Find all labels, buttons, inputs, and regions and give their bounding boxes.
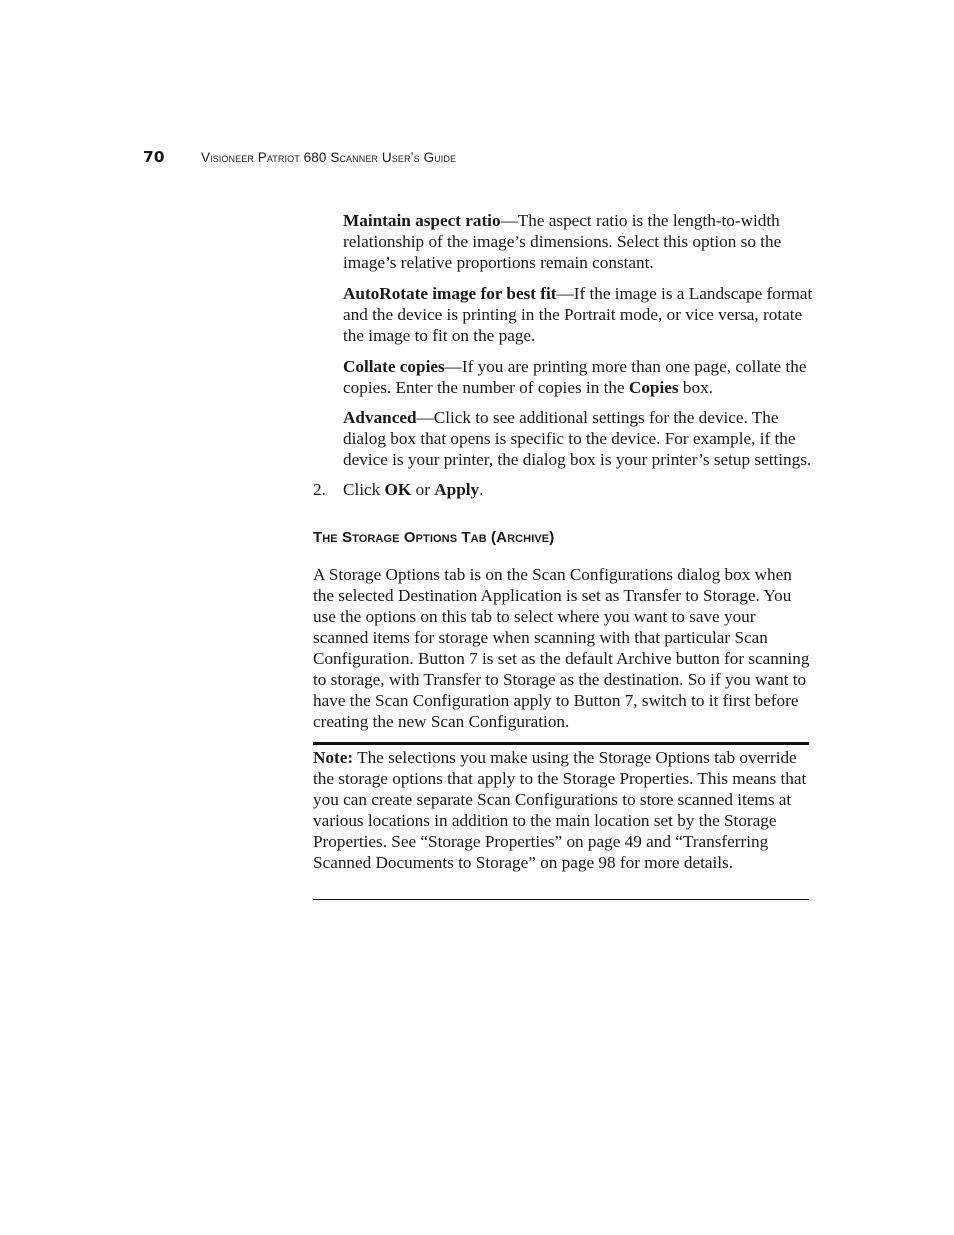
- step-text-middle: or: [411, 480, 435, 499]
- note-bottom-rule: [313, 899, 809, 900]
- note-block: [313, 747, 813, 873]
- copies-box-label: Copies: [628, 378, 679, 397]
- option-description: —The aspect ratio is the length-to-width relationship of the image’s dimensions. Select this option so the image’s relative proportions remain constant.: [343, 211, 782, 272]
- option-description: —If you are printing more than one page, collate the copies. Enter the number of copies in the: [343, 357, 807, 397]
- step-text-suffix: .: [479, 480, 484, 499]
- section-heading: The Storage Options Tab (Archive): [313, 529, 555, 546]
- option-description: —Click to see additional settings for the device. The dialog box that opens is specific to the device. For example, if the device is your printer, the dialog box is your printer’s setup settings.: [343, 408, 812, 469]
- step-2: [313, 479, 813, 500]
- option-maintain-aspect-ratio: [343, 210, 813, 273]
- running-title: Visioneer Patriot 680 Scanner User’s Guide: [201, 150, 457, 165]
- option-advanced: [343, 407, 813, 470]
- note-text: The selections you make using the Storage Options tab override the storage options that apply to the Storage Properties. This means that you can create separate Scan Configurations to store scanned items at various locations in addition to the main location set by the Storage Properties. See “Storage Properties” on page 49 and “Transferring Scanned Documents to Storage” on page 98 for more details.: [313, 748, 807, 872]
- option-term: Collate copies: [343, 357, 445, 376]
- page-number: 70: [143, 148, 165, 166]
- step-number: 2.: [313, 480, 326, 499]
- option-collate-copies: [343, 356, 813, 398]
- step-text-prefix: Click: [343, 480, 385, 499]
- page-header: [143, 147, 843, 169]
- section-paragraph: A Storage Options tab is on the Scan Configurations dialog box when the selected Destination Application is set as Transfer to Storage. You use the options on this tab to select where you want to save your scanned items for storage when scanning with that particular Scan Configuration. Button 7 is set as the default Archive button for scanning to storage, with Transfer to Storage as the destination. So if you want to have the Scan Configuration apply to Button 7, switch to it first before creating the new Scan Configuration.: [313, 565, 810, 731]
- note-top-rule: [313, 742, 809, 745]
- option-description-end: box.: [678, 378, 713, 397]
- option-term: Maintain aspect ratio: [343, 211, 501, 230]
- option-description: —If the image is a Landscape format and the device is printing in the Portrait mode, or vice versa, rotate the image to fit on the page.: [343, 284, 813, 345]
- note-label: Note:: [313, 748, 354, 767]
- option-autorotate: [343, 283, 813, 346]
- apply-label: Apply: [434, 480, 480, 499]
- ok-label: OK: [384, 480, 412, 499]
- option-term: Advanced: [343, 408, 417, 427]
- option-term: AutoRotate image for best fit: [343, 284, 557, 303]
